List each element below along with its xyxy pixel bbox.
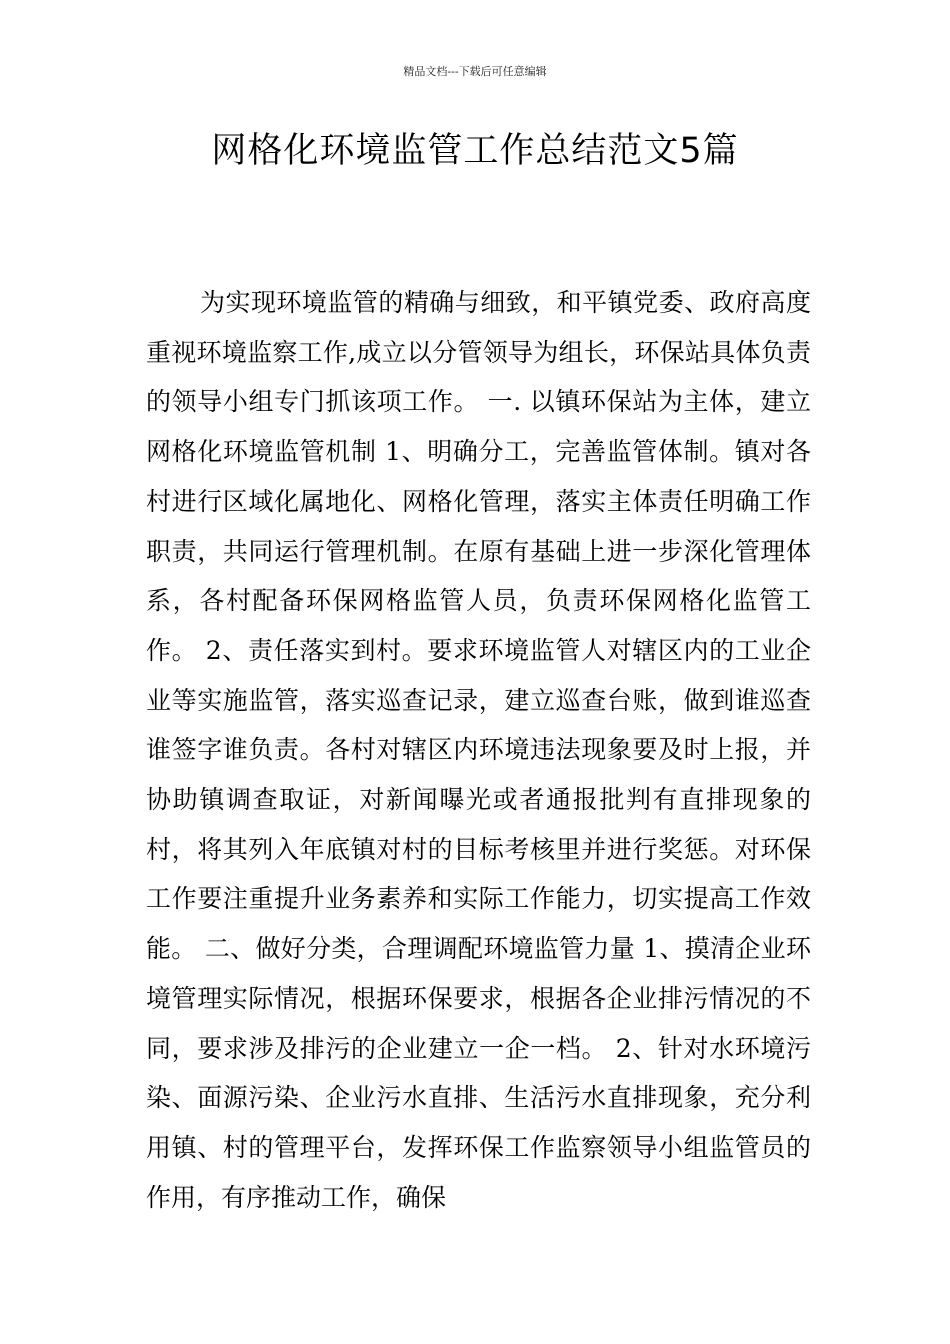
header-note: 精品文档---下载后可任意编辑 — [403, 65, 547, 78]
body-paragraph: 为实现环境监管的精确与细致，和平镇党委、政府高度重视环境监察工作,成立以分管领导为组长，环保站具体负责的领导小组专门抓该项工作。 一. 以镇环保站为主体，建立网格化环境监管机制 1、明确分工，完善监管体制。镇对各村进行区域化属地化、网格化管理，落实主体责任明确工作职责，共同运行管理机制。在原有基础上进一步深化管理体系，各村配备环保网格监管人员，负责环保网格化监管工作。 2、责任落实到村。要求环境监管人对辖区内的工业企业等实施监管，落实巡查记录，建立巡查台账，做到谁巡查谁签字谁负责。各村对辖区内环境违法现象要及时上报，并协助镇调查取证，对新闻曝光或者通报批判有直排现象的村，将其列入年底镇对村的目标考核里并进行奖惩。对环保工作要注重提升业务素养和实际工作能力，切实提高工作效能。 二、做好分类，合理调配环境监管力量 1、摸清企业环境管理实际情况，根据环保要求，根据各企业排污情况的不同，要求涉及排污的企业建立一企一档。 2、针对水环境污染、面源污染、企业污水直排、生活污水直排现象，充分利用镇、村的管理平台，发挥环保工作监察领导小组监管员的作用，有序推动工作，确保 — [146, 288, 811, 1212]
document-title: 网格化环境监管工作总结范文5篇 — [211, 131, 739, 171]
